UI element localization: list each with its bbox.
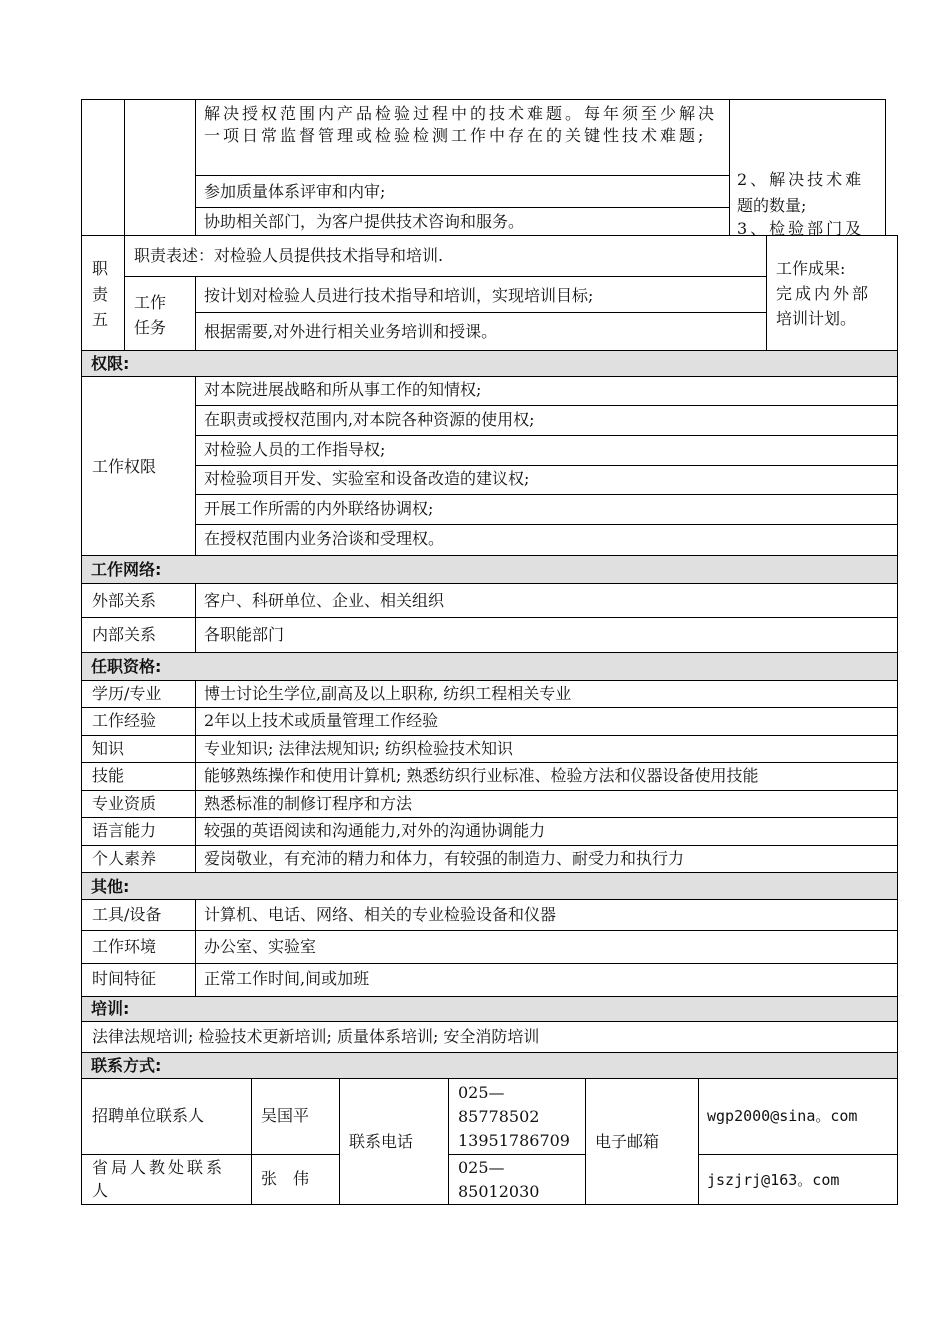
task-label: 工作 <box>134 293 167 312</box>
other-label: 工作环境 <box>92 937 157 956</box>
authority-label: 工作权限 <box>92 457 157 476</box>
section-header: 其他: <box>91 877 130 896</box>
duty-label: 五 <box>92 310 109 329</box>
email-label: 电子邮箱 <box>595 1132 660 1151</box>
section-header: 权限: <box>91 354 130 373</box>
section-header: 任职资格: <box>91 657 162 676</box>
phone-label: 联系电话 <box>349 1132 414 1151</box>
qualification-label: 学历/专业 <box>92 684 162 703</box>
contact-phone: 025— <box>458 1083 505 1102</box>
qualification-label: 工作经验 <box>92 711 157 730</box>
qualification-label: 知识 <box>92 739 125 758</box>
duty-label: 职 <box>92 259 109 278</box>
qualification-label: 个人素养 <box>92 849 157 868</box>
task-label: 任务 <box>134 318 167 337</box>
task-item: 协助相关部门，为客户提供技术咨询和服务。 <box>204 212 525 231</box>
qualification-value: 较强的英语阅读和沟通能力,对外的沟通协调能力 <box>204 821 546 840</box>
task-item: 按计划对检验人员进行技术指导和培训，实现培训目标; <box>204 286 594 305</box>
contact-name: 吴国平 <box>261 1106 310 1125</box>
other-value: 办公室、实验室 <box>204 937 317 956</box>
result-text: 完成内外部 <box>776 284 872 303</box>
task-item: 参加质量体系评审和内审; <box>204 182 386 201</box>
authority-item: 在授权范围内业务洽谈和受理权。 <box>204 529 445 548</box>
contact-phone: 13951786709 <box>458 1131 570 1150</box>
qualification-value: 专业知识; 法律法规知识; 纺织检验技术知识 <box>204 739 513 758</box>
authority-item: 对检验项目开发、实验室和设备改造的建议权; <box>204 469 530 488</box>
qualification-label: 技能 <box>92 766 125 785</box>
contact-phone: 025— <box>458 1158 505 1177</box>
qualification-value: 爱岗敬业，有充沛的精力和体力，有较强的制造力、耐受力和执行力 <box>204 849 685 868</box>
training-value: 法律法规培训; 检验技术更新培训; 质量体系培训; 安全消防培训 <box>92 1027 540 1046</box>
result-text-clipped: 3、检验部门及 <box>737 219 865 235</box>
other-value: 正常工作时间,间或加班 <box>204 969 370 988</box>
authority-item: 在职责或授权范围内,对本院各种资源的使用权; <box>204 410 535 429</box>
contact-name: 张 伟 <box>261 1169 310 1188</box>
section-header: 培训: <box>91 999 130 1018</box>
contact-label: 省局人教处联系 <box>92 1158 226 1177</box>
duty-statement: 职责表述：对检验人员提供技术指导和培训. <box>134 246 444 265</box>
task-item: 根据需要,对外进行相关业务培训和授课。 <box>204 322 498 341</box>
other-label: 工具/设备 <box>92 905 162 924</box>
network-label: 外部关系 <box>92 591 157 610</box>
other-label: 时间特征 <box>92 969 157 988</box>
result-text: 题的数量; <box>737 196 807 215</box>
result-text: 培训计划。 <box>776 309 857 328</box>
section-header: 联系方式: <box>91 1056 162 1075</box>
result-text: 工作成果: <box>776 259 846 278</box>
qualification-value: 博士讨论生学位,副高及以上职称, 纺织工程相关专业 <box>204 684 572 703</box>
contact-phone: 85778502 <box>458 1107 540 1126</box>
network-value: 客户、科研单位、企业、相关组织 <box>204 591 445 610</box>
result-text: 2、解决技术难 <box>737 170 865 189</box>
authority-item: 对检验人员的工作指导权; <box>204 440 386 459</box>
qualification-label: 专业资质 <box>92 794 157 813</box>
authority-item: 对本院进展战略和所从事工作的知情权; <box>204 380 482 399</box>
task-item: 解决授权范围内产品检验过程中的技术难题。每年须至少解决一项日常监督管理或检验检测工作中存在的关键性技术难题; <box>204 104 718 145</box>
contact-email[interactable]: jszjrj@163。com <box>707 1171 840 1189</box>
network-label: 内部关系 <box>92 625 157 644</box>
other-value: 计算机、电话、网络、相关的专业检验设备和仪器 <box>204 905 557 924</box>
contact-label: 人 <box>92 1181 109 1200</box>
contact-phone: 85012030 <box>458 1182 540 1201</box>
qualification-value: 能够熟练操作和使用计算机; 熟悉纺织行业标准、检验方法和仪器设备使用技能 <box>204 766 759 785</box>
contact-label: 招聘单位联系人 <box>92 1106 205 1125</box>
authority-item: 开展工作所需的内外联络协调权; <box>204 499 434 518</box>
contact-email[interactable]: wgp2000@sina。com <box>707 1107 858 1125</box>
qualification-value: 2年以上技术或质量管理工作经验 <box>204 711 439 730</box>
qualification-value: 熟悉标准的制修订程序和方法 <box>204 794 413 813</box>
duty-label: 责 <box>92 285 109 304</box>
network-value: 各职能部门 <box>204 625 285 644</box>
section-header: 工作网络: <box>91 560 162 579</box>
qualification-label: 语言能力 <box>92 821 157 840</box>
